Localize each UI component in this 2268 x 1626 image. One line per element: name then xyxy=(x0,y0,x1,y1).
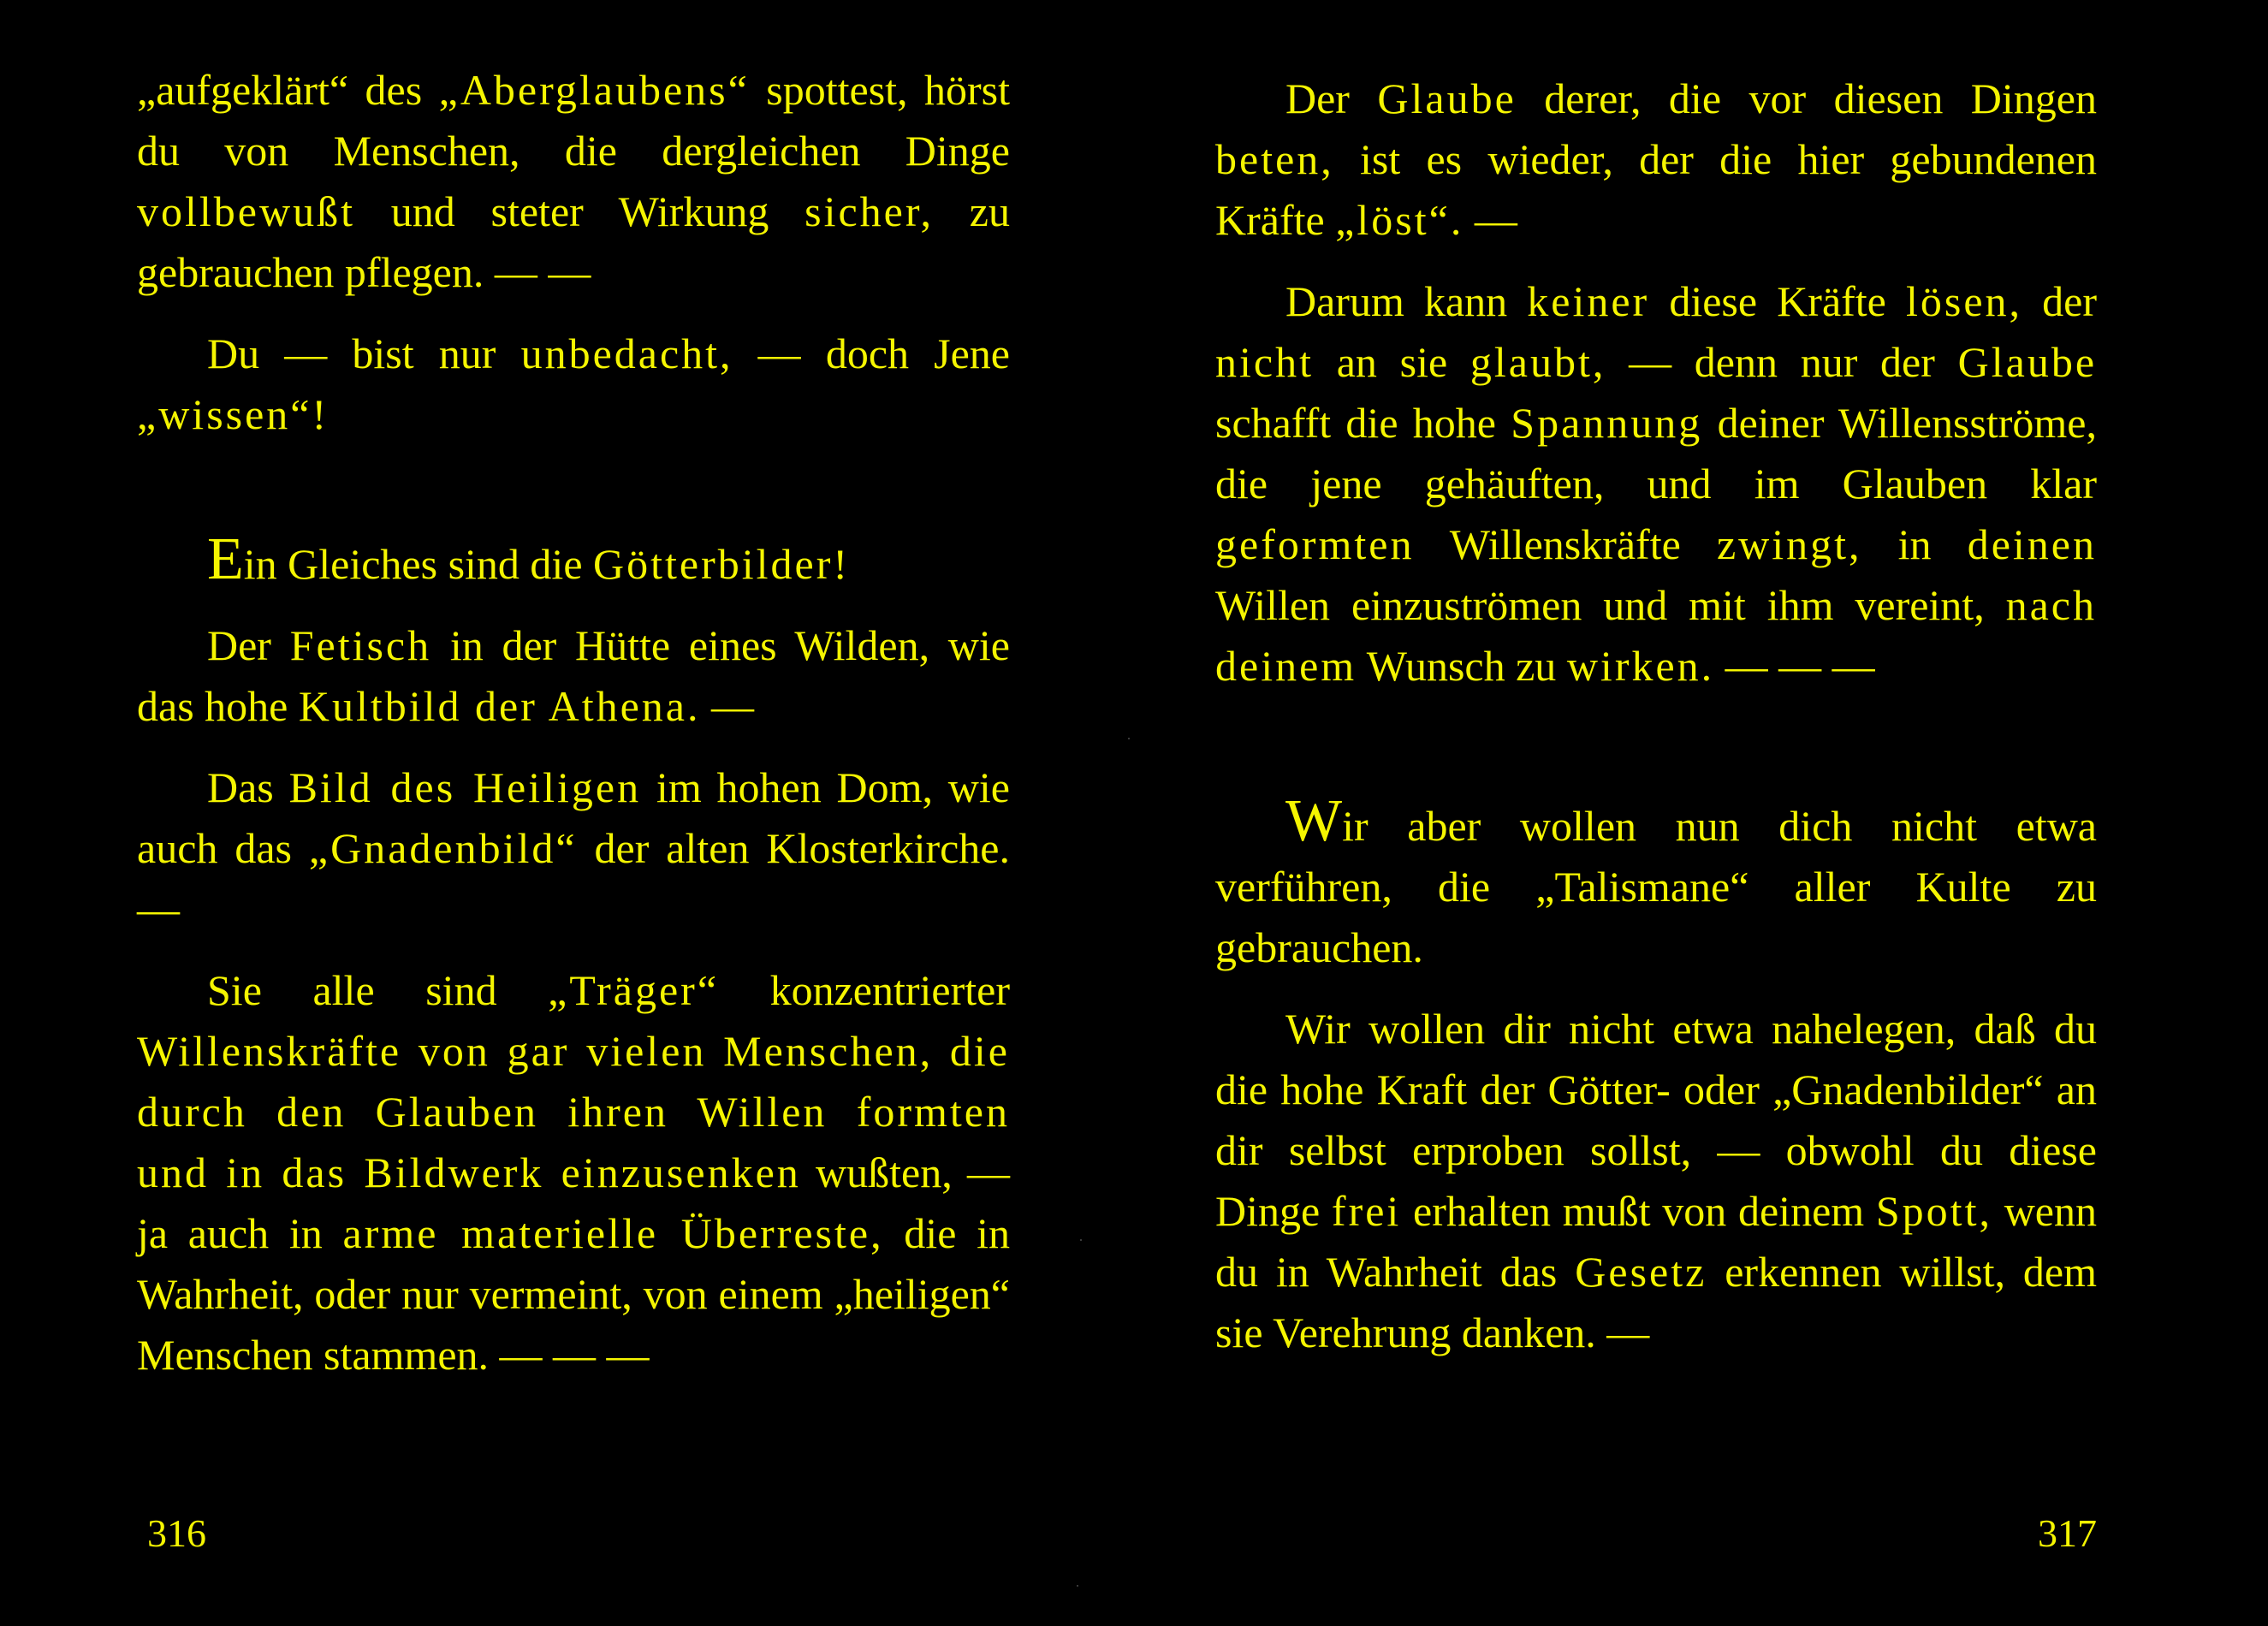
spaced-text: frei xyxy=(1331,1187,1402,1235)
text-run: derer, die vor diesen Dingen xyxy=(1516,74,2097,122)
text-run: — doch Jene xyxy=(733,329,1010,377)
text-run: — xyxy=(1464,196,1517,244)
spaced-text: nach deinem xyxy=(1215,581,2097,690)
gutter-speck xyxy=(1080,1239,1082,1241)
paragraph xyxy=(137,323,1010,445)
spaced-text: wirken. xyxy=(1566,642,1715,690)
gutter-speck xyxy=(1128,738,1130,739)
text-run: Darum kann xyxy=(1285,277,1528,325)
section-opening-paragraph xyxy=(137,526,1010,595)
paragraph xyxy=(137,615,1010,737)
spaced-text: nicht xyxy=(1215,338,1314,386)
text-run: „aufgeklärt“ xyxy=(137,66,349,114)
text-run: schafft die hohe xyxy=(1215,399,1511,447)
spaced-text: Bild des Heiligen xyxy=(288,763,642,811)
page-number: 316 xyxy=(147,1511,206,1555)
text-run: der xyxy=(2022,277,2098,325)
paragraph xyxy=(1215,271,2097,697)
text-run: — denn nur der xyxy=(1606,338,1958,386)
spaced-text: deinen xyxy=(1967,520,2097,568)
text-run: spottest, hörst du von Menschen, die dergleichen Dinge xyxy=(137,66,1010,175)
spaced-text: „Aberglaubens“ xyxy=(438,66,750,114)
left-page-text xyxy=(137,60,1010,1386)
spaced-text: Gesetz xyxy=(1575,1248,1707,1296)
spaced-text: Spannung xyxy=(1511,399,1703,447)
text-run: diese Kräfte xyxy=(1649,277,1906,325)
paragraph xyxy=(137,60,1010,303)
section-opening-paragraph xyxy=(1215,788,2097,978)
text-run: Willen einzuströmen und mit ihm vereint, xyxy=(1215,581,2006,629)
spaced-text: glaubt, xyxy=(1469,338,1606,386)
text-run: zu gebrauchen pflegen. — — xyxy=(137,187,1010,296)
gutter-speck xyxy=(1077,1585,1078,1587)
paragraph xyxy=(137,757,1010,940)
text-run: und steter Wirkung xyxy=(354,187,805,235)
initial-letter: E xyxy=(207,526,244,592)
text-run: Wir wollen dir nicht etwa nahelegen, daß du die hohe Kraft der Götter- oder „Gnadenbilder“ an dir selbst erproben sollst, — obwohl du diese Dinge xyxy=(1215,1005,2097,1235)
text-run: im hohen Dom, wie auch das xyxy=(137,763,1010,872)
spaced-text: „Gnadenbild“ xyxy=(308,824,578,872)
spaced-text: „Träger“ xyxy=(548,966,720,1014)
paragraph xyxy=(1215,999,2097,1363)
text-run: Sie alle sind xyxy=(207,966,549,1014)
spaced-text: unbedacht, xyxy=(520,329,733,377)
paragraph xyxy=(137,960,1010,1386)
spaced-text: sicher, xyxy=(804,187,935,235)
spaced-text: „wissen“! xyxy=(137,390,330,438)
text-run: der alten Klosterkirche. — xyxy=(137,824,1010,933)
spaced-text: Kultbild der Athena. xyxy=(298,682,701,730)
spaced-text: Glaube xyxy=(1957,338,2098,386)
text-run: Du — bist nur xyxy=(207,329,521,377)
spaced-text: Götterbilder! xyxy=(593,540,851,588)
text-run: in Gleiches sind die xyxy=(243,540,594,588)
spaced-text: vollbewußt xyxy=(137,187,355,235)
spaced-text: „löst“. xyxy=(1335,196,1464,244)
text-run: ir aber wollen nun dich nicht etwa verführen, die „Talismane“ aller Kulte zu gebrauchen. xyxy=(1215,802,2097,971)
text-run: erhalten mußt von deinem xyxy=(1401,1187,1876,1235)
spaced-text: Glaube xyxy=(1377,74,1517,122)
page-number: 317 xyxy=(2038,1511,2097,1555)
left-page xyxy=(137,0,1010,1626)
text-run: in xyxy=(1861,520,1968,568)
text-run: Wunsch zu xyxy=(1357,642,1567,690)
text-run: Willenskräfte xyxy=(1414,520,1717,568)
spaced-text: zwingt, xyxy=(1716,520,1862,568)
text-run: erkennen willst, dem sie Verehrung danken. — xyxy=(1215,1248,2097,1356)
text-run: wenn du in Wahrheit das xyxy=(1215,1187,2097,1296)
spaced-text: keiner xyxy=(1527,277,1650,325)
text-run: konzentrierter xyxy=(719,966,1010,1014)
text-run: des xyxy=(348,66,439,114)
spaced-text: arme materielle Überreste, xyxy=(342,1209,884,1257)
text-run: ist es wieder, der die hier gebundenen Kräfte xyxy=(1215,135,2097,244)
spaced-text: geformten xyxy=(1215,520,1415,568)
spaced-text: Fetisch xyxy=(289,621,432,669)
text-run: Das xyxy=(207,763,289,811)
text-run: wußten, — ja auch in xyxy=(137,1148,1010,1257)
spaced-text: Willenskräfte von gar vielen Menschen, die durch den Glauben ihren Willen formten und in das Bildwerk einzusenken xyxy=(137,1027,1010,1196)
text-run: — — — xyxy=(1714,642,1875,690)
text-run: deiner Willensströme, die jene gehäuften, und im Glauben klar xyxy=(1215,399,2097,507)
text-run: Der xyxy=(1285,74,1378,122)
paragraph xyxy=(1215,68,2097,251)
text-run: an sie xyxy=(1313,338,1470,386)
spaced-text: beten, xyxy=(1215,135,1334,183)
right-page xyxy=(1215,0,2097,1626)
spaced-text: lösen, xyxy=(1906,277,2023,325)
text-run: Der xyxy=(207,621,290,669)
spaced-text: Spott, xyxy=(1875,1187,1992,1235)
text-run: in der Hütte eines Wilden, wie das hohe xyxy=(137,621,1010,730)
right-page-text xyxy=(1215,68,2097,1363)
text-run: — xyxy=(700,682,754,730)
initial-letter: W xyxy=(1285,788,1343,854)
text-run: die in Wahrheit, oder nur vermeint, von einem „heiligen“ Menschen stammen. — — — xyxy=(137,1209,1010,1379)
